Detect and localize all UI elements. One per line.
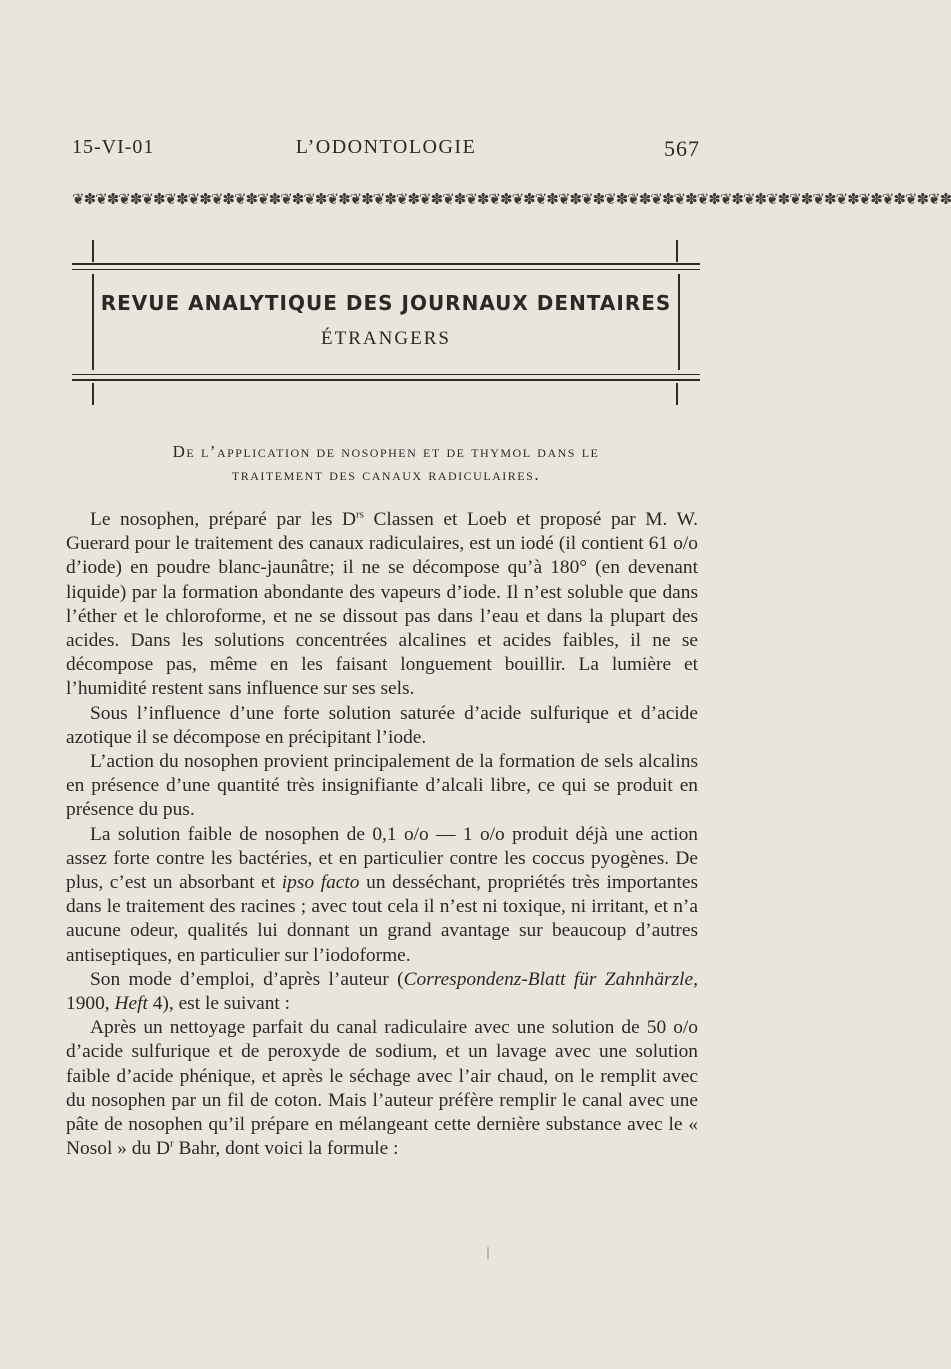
section-title-box xyxy=(92,274,680,370)
article-title-line: traitement des canaux radiculaires. xyxy=(231,465,541,484)
frame-rule xyxy=(72,269,700,270)
frame-tick xyxy=(92,383,94,405)
frame-tick xyxy=(676,383,678,405)
paragraph: Son mode d’emploi, d’après l’auteur (Correspondenz-Blatt für Zahnhärzle, 1900, Heft 4), est le suivant : xyxy=(66,968,698,1015)
frame-rule xyxy=(72,263,700,265)
paragraph: Après un nettoyage parfait du canal radiculaire avec une solution de 50 o/o d’acide sulfurique et de peroxyde de sodium, et un lavage avec une solution faible d’acide phénique, et après le séchage avec l’air chaud, on le remplit avec du nosophen par un fil de coton. Mais l’auteur préfère remplir le canal avec une pâte de nosophen qu’il prépare en mélangeant cette dernière substance avec le « Nosol » du $D^r$ Bahr, dont voici la formule : xyxy=(66,1017,698,1160)
paper-mark xyxy=(487,1247,489,1259)
frame-tick xyxy=(92,240,94,262)
paragraph: La solution faible de nosophen de 0,1 o/o — 1 o/o produit déjà une action assez forte contre les bactéries, et en particulier contre les coccus pyogènes. De plus, c’est un absorbant et ipso facto un desséchant, propriétés très importantes dans le traitement des racines ; avec tout cela il n’est ni toxique, ni irritant, et n’a aucune odeur, qualités lui donnant un grand avantage sur beaucoup d’autres antiseptiques, en particulier sur l’iodoforme. xyxy=(66,823,699,966)
article-body xyxy=(66,508,698,1161)
section-subtitle: ÉTRANGERS xyxy=(321,328,451,349)
decorative-border: ❦✽❦✽❦✽❦✽❦✽❦✽❦✽❦✽❦✽❦✽❦✽❦✽❦✽❦✽❦✽❦✽❦✽❦✽❦✽❦✽❦✽❦✽❦✽❦✽❦✽❦✽❦✽❦✽❦✽❦✽❦✽❦✽❦✽❦✽❦✽❦✽❦✽❦✽ xyxy=(72,192,951,208)
frame-tick xyxy=(676,240,678,262)
section-title: REVUE ANALYTIQUE DES JOURNAUX DENTAIRES xyxy=(100,291,672,315)
page-number: 567 xyxy=(664,136,700,161)
journal-name: L’ODONTOLOGIE xyxy=(295,136,477,158)
paragraph: L’action du nosophen provient principalement de la formation de sels alcalins en présence d’une quantité très insignifiante d’alcali libre, ce qui se produit en présence du pus. xyxy=(66,751,698,821)
paragraph: Sous l’influence d’une forte solution saturée d’acide sulfurique et d’acide azotique il se décompose en précipitant l’iode. xyxy=(66,702,698,748)
frame-rule xyxy=(72,374,700,375)
issue-date: 15-VI-01 xyxy=(72,136,155,158)
running-head xyxy=(72,136,700,164)
section-title-frame xyxy=(72,238,700,408)
frame-rule xyxy=(72,379,700,381)
article-title xyxy=(92,440,680,486)
article-title-line: De l’application de nosophen et de thymol dans le xyxy=(172,442,600,461)
paragraph: Le nosophen, préparé par les $D^{rs}$ Classen et Loeb et proposé par M. W. Guerard pour le traitement des canaux radiculaires, est un iodé (il contient 61 o/o d’iode) en poudre blanc-jaunâtre; il ne se décompose qu’à 180° (en devenant liquide) par la formation abondante des vapeurs d’iode. Il n’est soluble que dans l’éther et le chloroforme, et ne se dissout pas dans l’eau et dans la plupart des acides. Dans les solutions concentrées alcalines et acides faibles, il ne se décompose pas, même en les faisant longuement bouillir. La lumière et l’humidité restent sans influence sur ses sels. xyxy=(66,508,698,700)
